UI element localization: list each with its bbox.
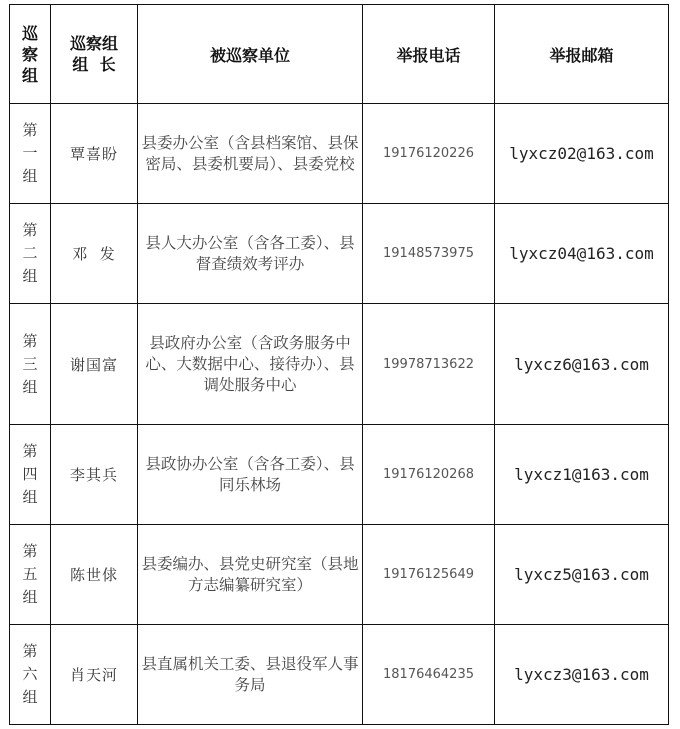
group-char: 第: [22, 642, 38, 660]
email-cell: lyxcz5@163.com: [495, 525, 669, 625]
group-cell: [10, 525, 51, 625]
table-row: [10, 104, 669, 204]
group-cell: [10, 625, 51, 725]
table-row: [10, 304, 669, 425]
header-row: [10, 5, 669, 104]
unit-cell: 县委办公室（含县档案馆、县保密局、县委机要局）、县委党校: [138, 104, 363, 204]
phone-cell: 19176120268: [363, 425, 495, 525]
header-leader-line: 组 长: [72, 55, 116, 74]
group-char: 组: [22, 377, 38, 396]
group-char: 第: [22, 442, 38, 460]
leader-cell: 覃喜盼: [51, 104, 138, 204]
unit-cell: 县人大办公室（含各工委）、县督查绩效考评办: [138, 204, 363, 304]
unit-cell: 县直属机关工委、县退役军人事务局: [138, 625, 363, 725]
header-unit: 被巡察单位: [138, 5, 363, 104]
header-group-char: 巡: [21, 23, 38, 43]
group-cell: [10, 204, 51, 304]
leader-cell: 陈世俅: [51, 525, 138, 625]
leader-cell: 李其兵: [51, 425, 138, 525]
phone-cell: 19176125649: [363, 525, 495, 625]
unit-cell: 县委编办、县党史研究室（县地方志编纂研究室）: [138, 525, 363, 625]
group-char: 二: [22, 244, 38, 262]
group-char: 第: [22, 221, 38, 239]
group-char: 组: [22, 488, 38, 506]
phone-cell: 19176120226: [363, 104, 495, 204]
group-char: 组: [22, 267, 38, 285]
header-group-char: 察: [21, 44, 38, 64]
email-cell: lyxcz3@163.com: [495, 625, 669, 725]
header-leader-line: 巡察组: [69, 34, 118, 53]
header-leader: [51, 5, 138, 104]
header-group-char: 组: [21, 65, 38, 85]
email-cell: lyxcz6@163.com: [495, 304, 669, 425]
table-row: [10, 425, 669, 525]
header-phone: 举报电话: [363, 5, 495, 104]
group-char: 六: [22, 665, 38, 683]
group-char: 第: [22, 121, 38, 139]
phone-cell: 19148573975: [363, 204, 495, 304]
group-char: 三: [22, 354, 38, 373]
group-char: 第: [22, 542, 38, 560]
unit-cell: 县政府办公室（含政务服务中心、大数据中心、接待办）、县调处服务中心: [138, 304, 363, 425]
email-cell: lyxcz1@163.com: [495, 425, 669, 525]
email-cell: lyxcz02@163.com: [495, 104, 669, 204]
leader-cell: 邓 发: [51, 204, 138, 304]
group-char: 五: [22, 565, 38, 583]
header-group: [10, 5, 51, 104]
group-char: 一: [22, 144, 38, 162]
inspection-table: [9, 4, 669, 725]
table-row: [10, 625, 669, 725]
table-row: [10, 204, 669, 304]
phone-cell: 18176464235: [363, 625, 495, 725]
leader-cell: 肖天河: [51, 625, 138, 725]
group-cell: [10, 304, 51, 425]
group-cell: [10, 425, 51, 525]
phone-cell: 19978713622: [363, 304, 495, 425]
group-char: 第: [22, 331, 38, 350]
group-cell: [10, 104, 51, 204]
group-char: 组: [22, 167, 38, 185]
group-char: 组: [22, 588, 38, 606]
unit-cell: 县政协办公室（含各工委）、县同乐林场: [138, 425, 363, 525]
group-char: 组: [22, 688, 38, 706]
email-cell: lyxcz04@163.com: [495, 204, 669, 304]
table-row: [10, 525, 669, 625]
leader-cell: 谢国富: [51, 304, 138, 425]
header-email: 举报邮箱: [495, 5, 669, 104]
group-char: 四: [22, 465, 38, 483]
